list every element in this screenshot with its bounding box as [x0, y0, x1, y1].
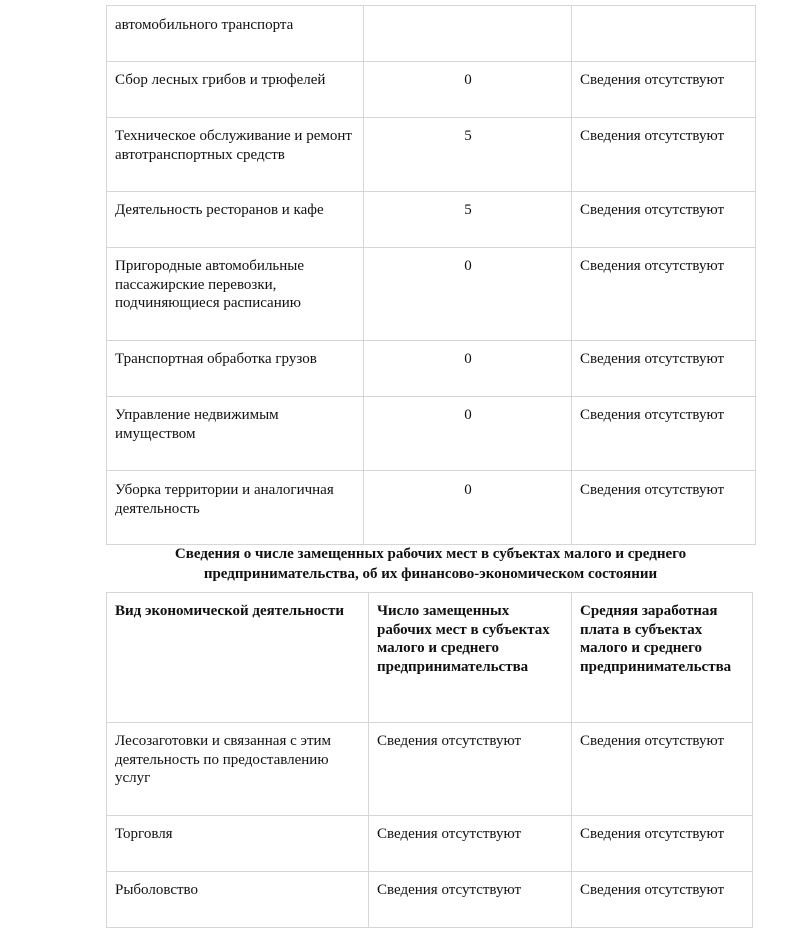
count-cell: 0: [364, 62, 572, 118]
table-row: [107, 118, 756, 192]
salary-cell: Сведения отсутствуют: [572, 872, 753, 928]
info-cell: [572, 6, 756, 62]
table-row: [107, 6, 756, 62]
table-row: [107, 872, 753, 928]
activity-cell: Техническое обслуживание и ремонт автотранспортных средств: [107, 118, 364, 192]
info-cell: Сведения отсутствуют: [572, 341, 756, 397]
info-cell: Сведения отсутствуют: [572, 248, 756, 341]
count-cell: 0: [364, 471, 572, 545]
table-row: [107, 62, 756, 118]
table-row: [107, 248, 756, 341]
count-cell: 0: [364, 248, 572, 341]
jobs-cell: Сведения отсутствуют: [369, 872, 572, 928]
activity-cell: автомобильного транспорта: [107, 6, 364, 62]
enterprises-table: [106, 5, 756, 545]
activity-cell: Управление недвижимым имуществом: [107, 397, 364, 471]
table-row: [107, 471, 756, 545]
salary-cell: Сведения отсутствуют: [572, 816, 753, 872]
header-jobs: Число замещенных рабочих мест в субъектах малого и среднего предпринимательства: [369, 593, 572, 723]
activity-cell: Торговля: [107, 816, 369, 872]
count-cell: 0: [364, 397, 572, 471]
jobs-cell: Сведения отсутствуют: [369, 816, 572, 872]
header-salary: Средняя заработная плата в субъектах малого и среднего предпринимательства: [572, 593, 753, 723]
info-cell: Сведения отсутствуют: [572, 118, 756, 192]
count-cell: 5: [364, 118, 572, 192]
table-row: [107, 341, 756, 397]
activity-cell: Транспортная обработка грузов: [107, 341, 364, 397]
table-row: [107, 816, 753, 872]
section-title: Сведения о числе замещенных рабочих мест в субъектах малого и среднего предпринимательства, об их финансово-экономическом состоянии: [174, 546, 687, 582]
activity-cell: Рыболовство: [107, 872, 369, 928]
header-activity: Вид экономической деятельности: [107, 593, 369, 723]
count-cell: 0: [364, 341, 572, 397]
table-row: [107, 192, 756, 248]
info-cell: Сведения отсутствуют: [572, 62, 756, 118]
info-cell: Сведения отсутствуют: [572, 397, 756, 471]
employment-table: [106, 592, 753, 928]
jobs-cell: Сведения отсутствуют: [369, 723, 572, 816]
table-row: [107, 723, 753, 816]
activity-cell: Сбор лесных грибов и трюфелей: [107, 62, 364, 118]
table-header-row: [107, 593, 753, 723]
activity-cell: Деятельность ресторанов и кафе: [107, 192, 364, 248]
info-cell: Сведения отсутствуют: [572, 471, 756, 545]
salary-cell: Сведения отсутствуют: [572, 723, 753, 816]
info-cell: Сведения отсутствуют: [572, 192, 756, 248]
table-row: [107, 397, 756, 471]
activity-cell: Лесозаготовки и связанная с этим деятельность по предоставлению услуг: [107, 723, 369, 816]
count-cell: [364, 6, 572, 62]
count-cell: 5: [364, 192, 572, 248]
activity-cell: Уборка территории и аналогичная деятельность: [107, 471, 364, 545]
activity-cell: Пригородные автомобильные пассажирские перевозки, подчиняющиеся расписанию: [107, 248, 364, 341]
